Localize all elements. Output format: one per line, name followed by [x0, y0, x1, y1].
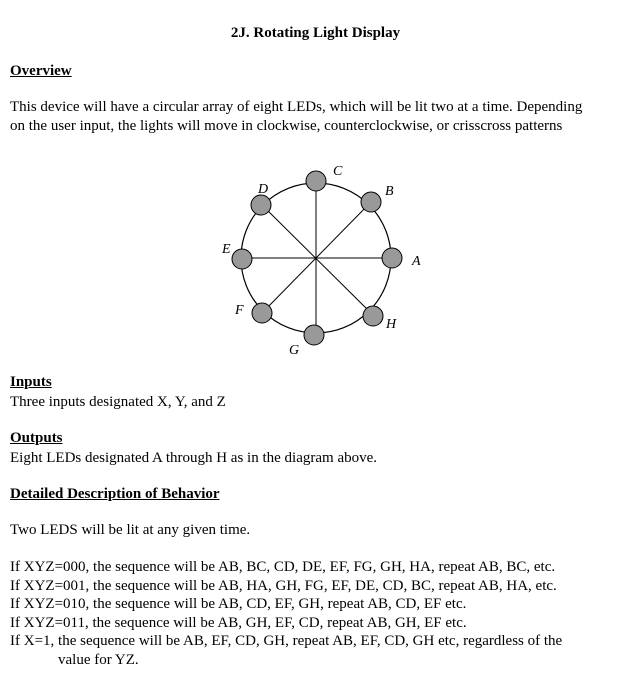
sequence-continuation: value for YZ. [58, 652, 139, 668]
sequence-line: If XYZ=001, the sequence will be AB, HA, GH, FG, EF, DE, CD, BC, repeat AB, HA, etc. [10, 578, 557, 594]
led-c [306, 171, 326, 191]
led-d [251, 195, 271, 215]
label-h: H [386, 317, 397, 332]
sequence-line: If X=1, the sequence will be AB, EF, CD, GH, repeat AB, EF, CD, GH etc, regardless of the [10, 633, 563, 649]
page-title: 2J. Rotating Light Display [230, 25, 401, 41]
label-b: B [385, 184, 394, 199]
led-e [232, 249, 252, 269]
label-f: F [235, 303, 244, 318]
label-d: D [258, 182, 269, 197]
led-b [361, 192, 381, 212]
led-a [382, 248, 402, 268]
outputs-text: Eight LEDs designated A through H as in the diagram above. [10, 450, 378, 466]
led-g [304, 325, 324, 345]
led-f [252, 303, 272, 323]
overview-line-1: This device will have a circular array of eight LEDs, which will be lit two at a time. Depending [10, 99, 583, 115]
sequence-line: If XYZ=000, the sequence will be AB, BC, CD, DE, EF, FG, GH, HA, repeat AB, BC, etc. [10, 559, 556, 575]
sequence-line: If XYZ=011, the sequence will be AB, GH, EF, CD, repeat AB, GH, EF etc. [10, 615, 467, 631]
label-g: G [289, 343, 300, 358]
label-a: A [412, 254, 421, 269]
inputs-heading: Inputs [10, 374, 52, 390]
behavior-heading: Detailed Description of Behavior [10, 486, 220, 502]
inputs-text: Three inputs designated X, Y, and Z [10, 394, 226, 410]
outputs-heading: Outputs [10, 430, 63, 446]
overview-heading: Overview [10, 63, 72, 79]
sequence-line: If XYZ=010, the sequence will be AB, CD, EF, GH, repeat AB, CD, EF etc. [10, 596, 467, 612]
behavior-intro: Two LEDS will be lit at any given time. [10, 522, 251, 538]
overview-line-2: on the user input, the lights will move in clockwise, counterclockwise, or crisscross patterns [10, 118, 563, 134]
led-h [363, 306, 383, 326]
label-e: E [222, 242, 231, 257]
label-c: C [333, 164, 343, 179]
